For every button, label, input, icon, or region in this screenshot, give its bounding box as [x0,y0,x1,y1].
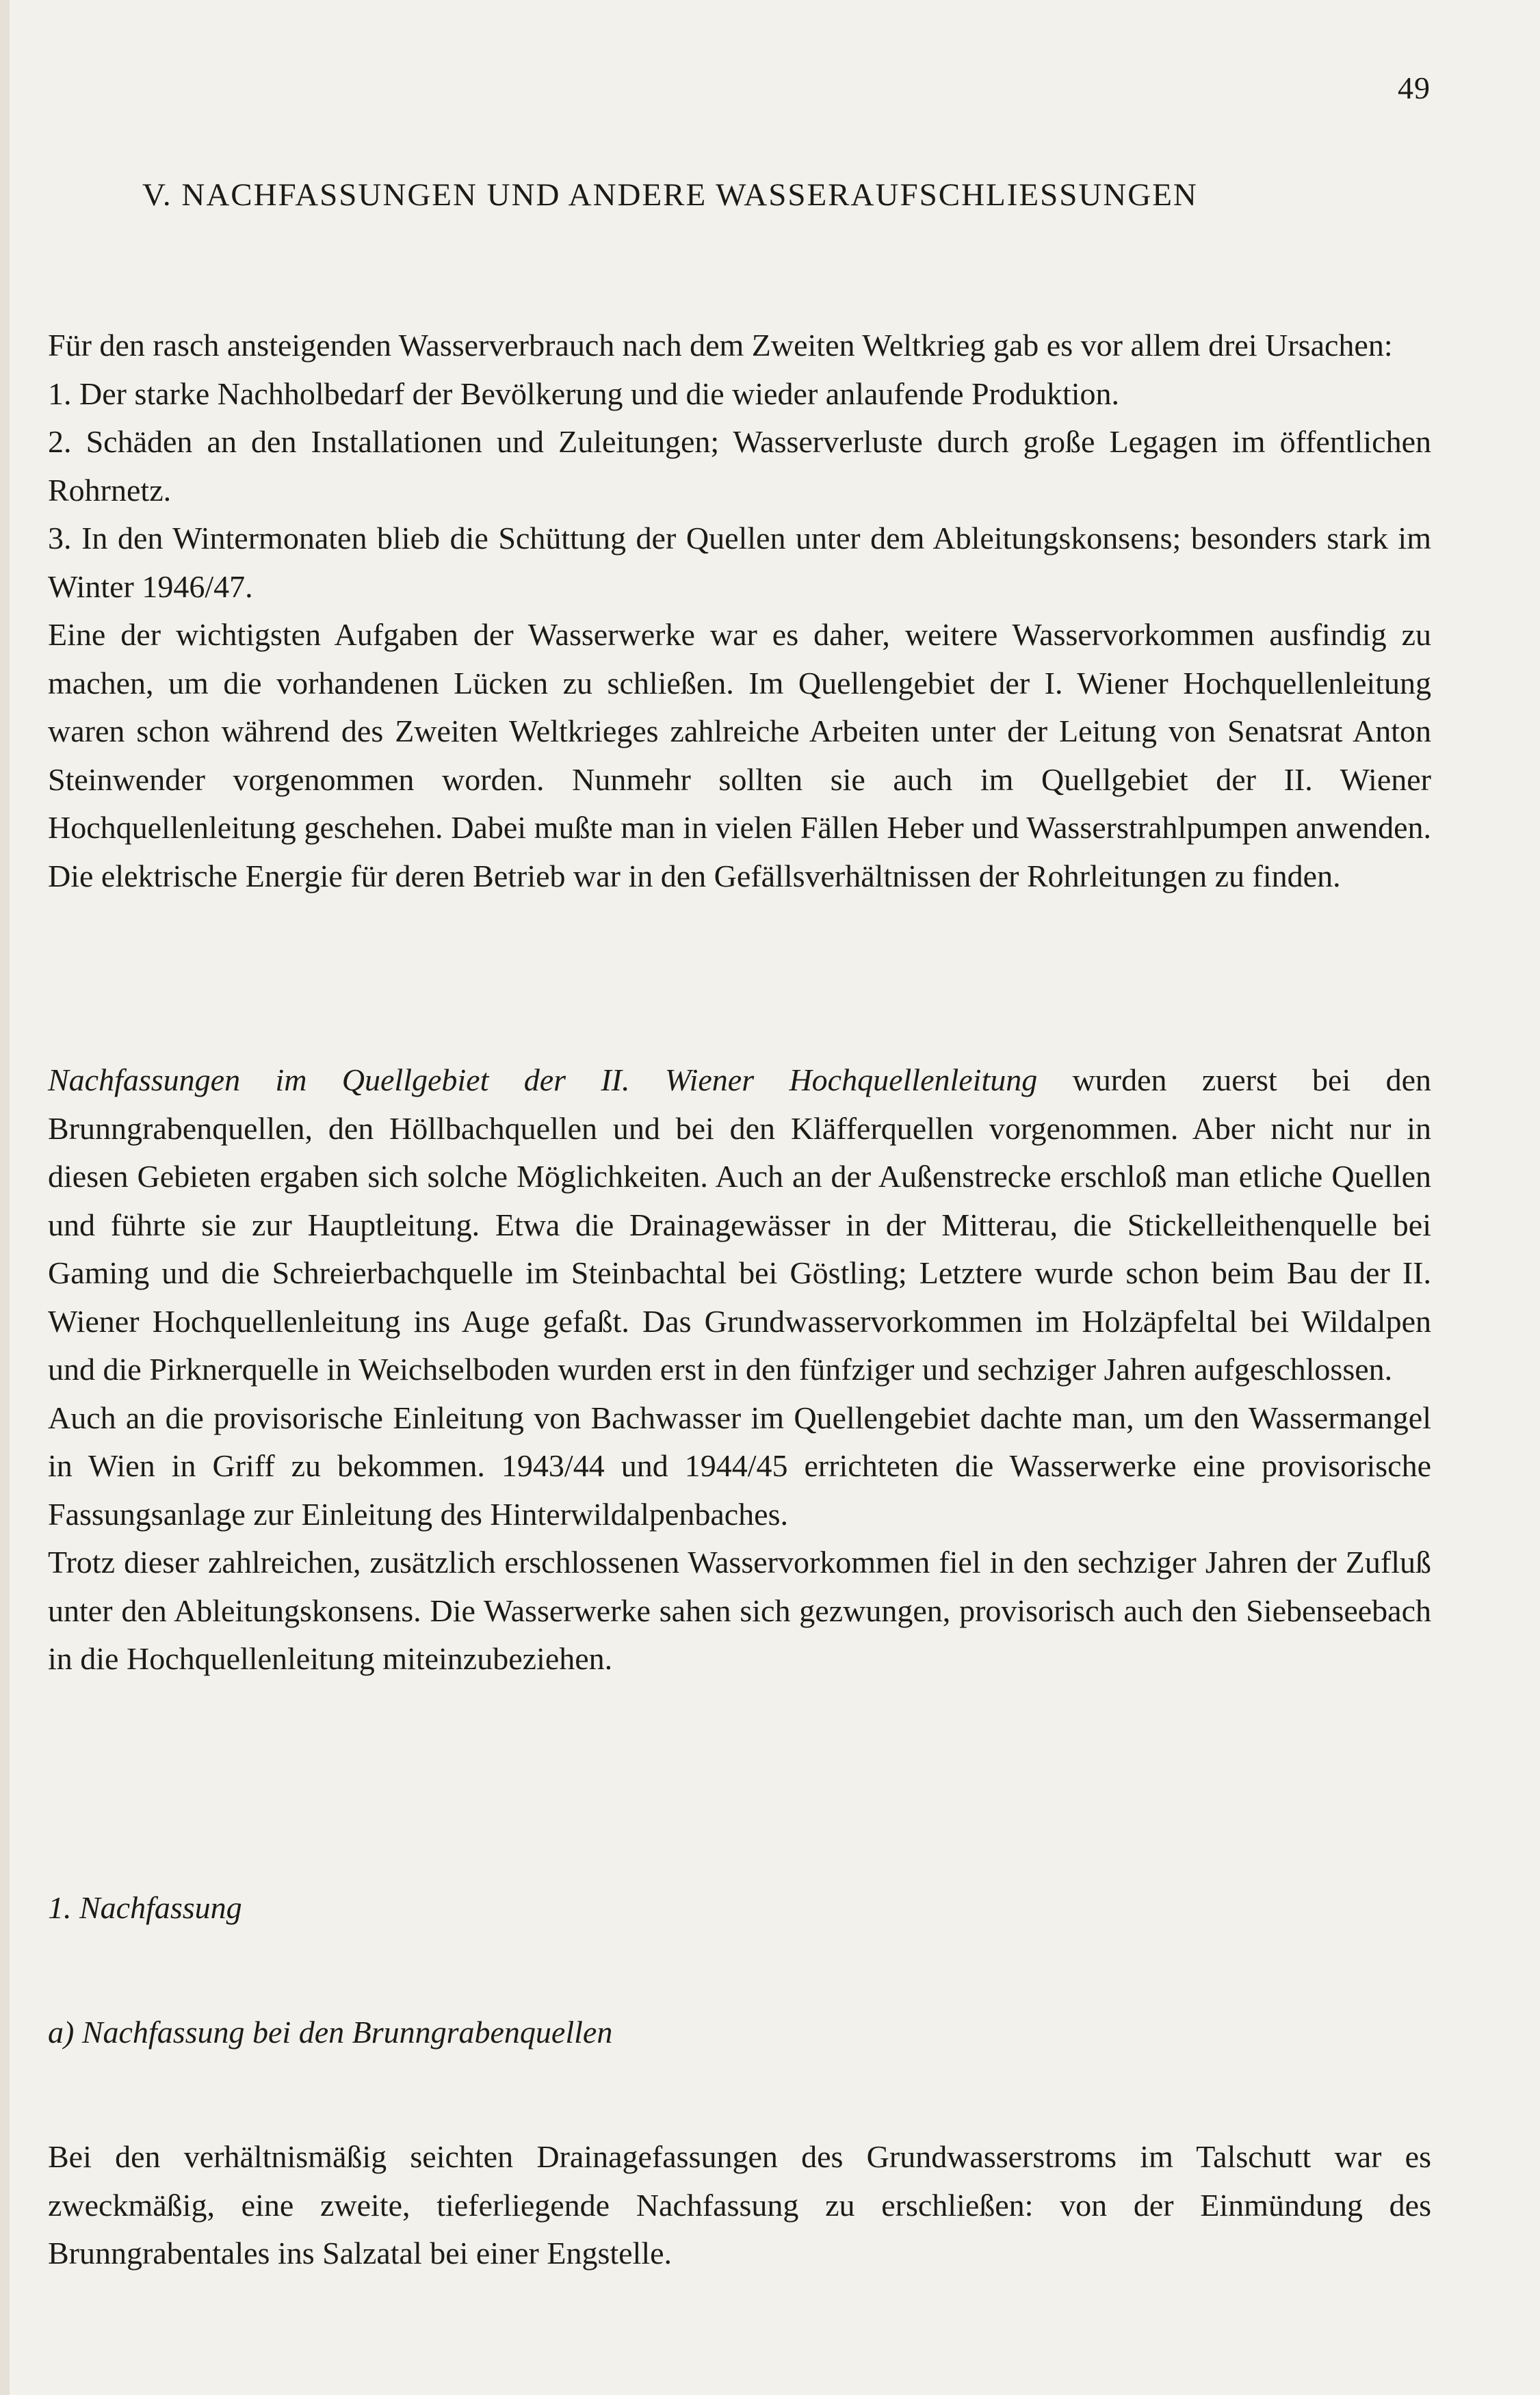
chapter-heading: V. NACHFASSUNGEN UND ANDERE WASSERAUFSCHLIESSUNGEN [142,177,1198,213]
page-number: 49 [1398,70,1431,105]
nachfassungen-italic-lead: Nachfassungen im Quellgebiet der II. Wiener Hochquellenleitung [48,1062,1038,1097]
tasks-paragraph: Eine der wichtigsten Aufgaben der Wasserwerke war es daher, weitere Wasservorkommen ausfindig zu machen, um die vorhandenen Lücken zu schließen. Im Quellengebiet der I. Wiener Hochquellenleitung waren schon während des Zweiten Weltkrieges zahlreiche Arbeiten unter der Leitung von Senatsrat Anton Steinwender vorgenommen worden. Nunmehr sollten sie auch im Quellgebiet der II. Wiener Hochquellenleitung geschehen. Dabei mußte man in vielen Fällen Heber und Wasserstrahlpumpen anwenden. Die elektrische Energie für deren Betrieb war in den Gefällsverhältnissen der Rohrleitungen zu finden. [48,617,1431,893]
section-heading: 1. Nachfassung [48,1890,242,1925]
brunngraben-section [48,2133,1431,2278]
cause-item-1: 1. Der starke Nachholbedarf der Bevölkerung und die wieder anlaufende Produktion. [48,376,1120,411]
intro-section [48,322,1431,900]
subsection-heading: a) Nachfassung bei den Brunngrabenquellen [48,2015,613,2050]
intro-lead-paragraph: Für den rasch ansteigenden Wasserverbrauch nach dem Zweiten Weltkrieg gab es vor allem drei Ursachen: [48,328,1393,363]
nachfassungen-section [48,1056,1431,1684]
nachfassungen-paragraph [48,1056,1431,1394]
siebenseebach-paragraph: Trotz dieser zahlreichen, zusätzlich erschlossenen Wasservorkommen fiel in den sechziger Jahren der Zufluß unter den Ableitungskonsens. Die Wasserwerke sahen sich gezwungen, provisorisch auch den Siebenseebach in die Hochquellenleitung miteinzubeziehen. [48,1545,1431,1676]
nachfassungen-paragraph-rest: wurden zuerst bei den Brunngrabenquellen, den Höllbachquellen und bei den Kläfferquellen vorgenommen. Aber nicht nur in diesen Gebieten ergaben sich solche Möglichkeiten. Auch an der Außenstrecke erschloß man etliche Quellen und führte sie zur Hauptleitung. Etwa die Drainagewässer in der Mitterau, die Stickelleithenquelle bei Gaming und die Schreierbachquelle im Steinbachtal bei Göstling; Letztere wurde schon beim Bau der II. Wiener Hochquellenleitung ins Auge gefaßt. Das Grundwasservorkommen im Holzäpfeltal bei Wildalpen und die Pirknerquelle in Weichselboden wurden erst in den fünfziger und sechziger Jahren aufgeschlossen. [48,1062,1431,1387]
page-edge-shadow [0,0,10,2395]
bachwasser-paragraph: Auch an die provisorische Einleitung von Bachwasser im Quellengebiet dachte man, um den Wassermangel in Wien in Griff zu bekommen. 1943/44 und 1944/45 errichteten die Wasserwerke eine provisorische Fassungsanlage zur Einleitung des Hinterwildalpenbaches. [48,1400,1431,1532]
cause-item-3: 3. In den Wintermonaten blieb die Schüttung der Quellen unter dem Ableitungskonsens; besonders stark im Winter 1946/47. [48,521,1431,604]
brunngraben-paragraph: Bei den verhältnismäßig seichten Drainagefassungen des Grundwasserstroms im Talschutt war es zweckmäßig, eine zweite, tieferliegende Nachfassung zu erschließen: von der Einmündung des Brunngrabentales ins Salzatal bei einer Engstelle. [48,2139,1431,2270]
cause-item-2: 2. Schäden an den Installationen und Zuleitungen; Wasserverluste durch große Legagen im öffentlichen Rohrnetz. [48,424,1431,508]
